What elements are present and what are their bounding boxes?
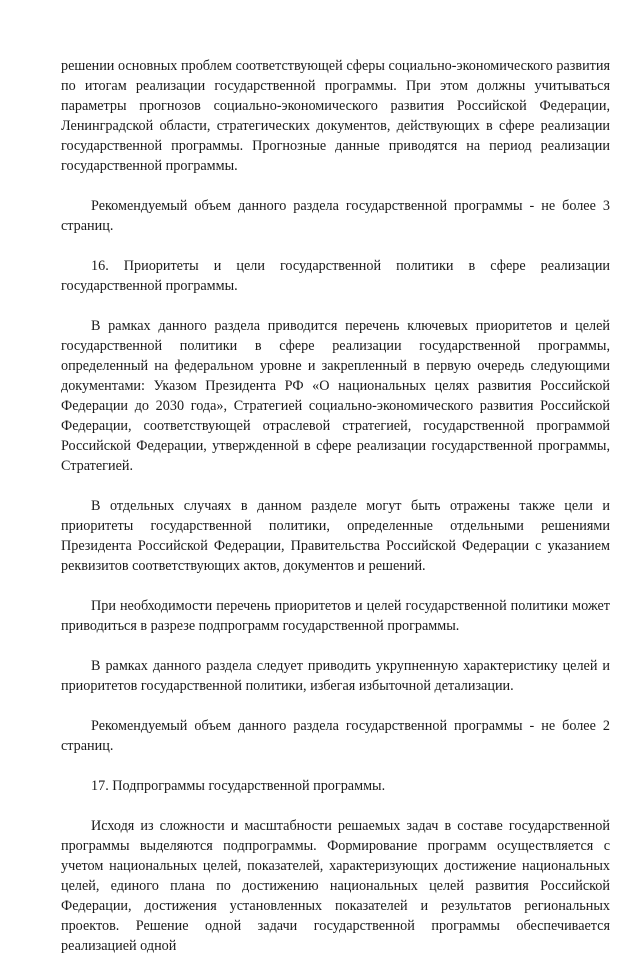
document-page <box>61 56 610 956</box>
section-heading-16: 16. Приоритеты и цели государственной политики в сфере реализации государственной программы. <box>61 258 610 294</box>
paragraph-subprogram-breakdown: При необходимости перечень приоритетов и целей государственной политики может приводиться в разрезе подпрограмм государственной программы. <box>61 598 610 634</box>
paragraph-continuation: решении основных проблем соответствующей сферы социально-экономического развития по итогам реализации государственной программы. При этом должны учитываться параметры прогнозов социально-экономического развития Российской Федерации, Ленинградской области, стратегических документов, действующих в сфере реализации государственной программы. Прогнозные данные приводятся на период реализации государственной программы. <box>61 58 610 174</box>
paragraph-volume-note-1: Рекомендуемый объем данного раздела государственной программы - не более 3 страниц. <box>61 198 610 234</box>
paragraph-special-cases: В отдельных случаях в данном разделе могут быть отражены также цели и приоритеты государственной политики, определенные отдельными решениями Президента Российской Федерации, Правительства Российской Федерации с указанием реквизитов соответствующих актов, документов и решений. <box>61 498 610 574</box>
paragraph-subprograms: Исходя из сложности и масштабности решаемых задач в составе государственной программы выделяются подпрограммы. Формирование программ осуществляется с учетом национальных целей, показателей, характеризующих достижение национальных целей, единого плана по достижению национальных целей развития Российской Федерации, достижения установленных показателей и результатов региональных проектов. Решение одной задачи государственной программы обеспечивается реализацией одной <box>61 818 610 954</box>
paragraph-priorities-list: В рамках данного раздела приводится перечень ключевых приоритетов и целей государственной политики в сфере реализации государственной программы, определенный на федеральном уровне и закрепленный в первую очередь следующими документами: Указом Президента РФ «О национальных целях развития Российской Федерации до 2030 года», Стратегией социально-экономического развития Российской Федерации, соответствующей отраслевой стратегией, государственной программой Российской Федерации, утвержденной в сфере реализации государственной программы, Стратегией. <box>61 318 610 474</box>
paragraph-consolidated-characteristics: В рамках данного раздела следует приводить укрупненную характеристику целей и приоритетов государственной политики, избегая избыточной детализации. <box>61 658 610 694</box>
paragraph-volume-note-2: Рекомендуемый объем данного раздела государственной программы - не более 2 страниц. <box>61 718 610 754</box>
section-heading-17: 17. Подпрограммы государственной программы. <box>91 778 386 794</box>
